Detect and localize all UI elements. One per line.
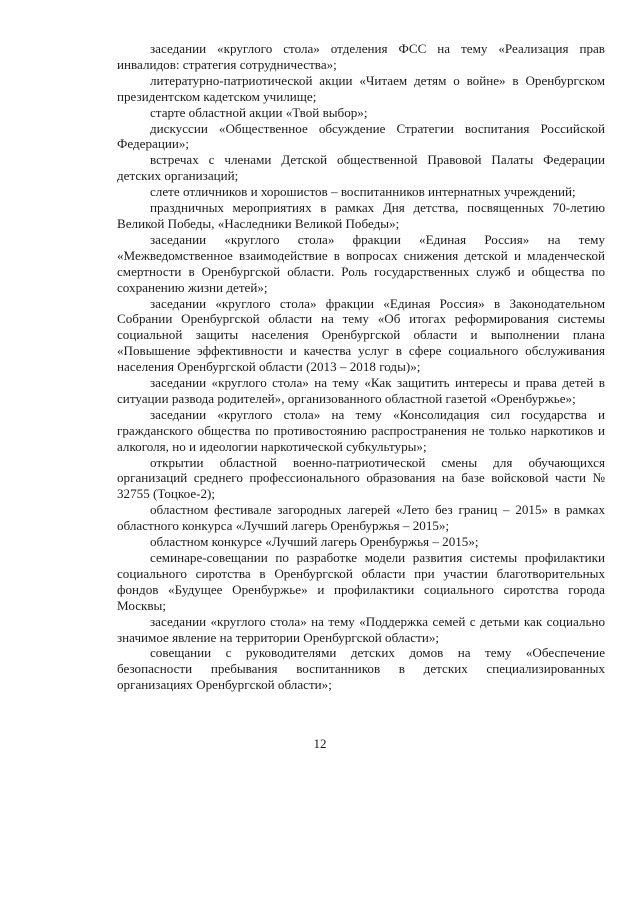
paragraph: литературно-патриотической акции «Читаем детям о войне» в Оренбургском президентском кадетском училище; [117,72,605,104]
paragraph: дискуссии «Общественное обсуждение Стратегии воспитания Российской Федерации»; [117,120,605,152]
paragraph: семинаре-совещании по разработке модели развития системы профилактики социального сиротства в Оренбургской области при участии благотворительных фондов «Будущее Оренбуржье» и профилактики социального сиротства города Москвы; [117,550,605,613]
paragraph: областном конкурсе «Лучший лагерь Оренбуржья – 2015»; [150,534,479,550]
paragraph: слете отличников и хорошистов – воспитанников интернатных учреждений; [150,184,576,200]
page-number: 12 [313,736,327,751]
paragraph: заседании «круглого стола» фракции «Единая Россия» в Законодательном Собрании Оренбургской области на тему «Об итогах реформирования системы социальной защиты населения Оренбургской области и выполнении плана «Повышение эффективности и качества услуг в сфере социального обслуживания населения Оренбургской области (2013 – 2018 годы)»; [117,295,605,375]
paragraph: старте областной акции «Твой выбор»; [150,104,368,120]
paragraph: заседании «круглого стола» на тему «Поддержка семей с детьми как социально значимое явление на территории Оренбургской области»; [117,613,605,645]
paragraph: заседании «круглого стола» отделения ФСС на тему «Реализация прав инвалидов: стратегия сотрудничества»; [117,41,605,72]
paragraph: областном фестивале загородных лагерей «Лето без границ – 2015» в рамках областного конкурса «Лучший лагерь Оренбуржья – 2015»; [117,502,605,534]
paragraph: открытии областной военно-патриотической смены для обучающихся организаций среднего профессионального образования на базе войсковой части № 32755 (Тоцкое-2); [117,454,605,502]
body-text [117,41,605,693]
paragraph: встречах с членами Детской общественной Правовой Палаты Федерации детских организаций; [117,152,605,184]
paragraph: заседании «круглого стола» на тему «Консолидация сил государства и гражданского общества по противостоянию распространения не только наркотиков и алкоголя, но и идеологии наркотической субкультуры»; [117,406,605,454]
paragraph: заседании «круглого стола» на тему «Как защитить интересы и права детей в ситуации развода родителей», организованного областной газетой «Оренбуржье»; [117,375,605,406]
paragraph: заседании «круглого стола» фракции «Единая Россия» на тему «Межведомственное взаимодействие в вопросах снижения детской и младенческой смертности в Оренбургской области. Роль государственных служб и общества по сохранению жизни детей»; [117,231,605,295]
paragraph: совещании с руководителями детских домов на тему «Обеспечение безопасности пребывания воспитанников в детских специализированных организациях Оренбургской области»; [117,645,605,693]
paragraph: праздничных мероприятиях в рамках Дня детства, посвященных 70-летию Великой Победы, «Наследники Великой Победы»; [117,200,605,231]
